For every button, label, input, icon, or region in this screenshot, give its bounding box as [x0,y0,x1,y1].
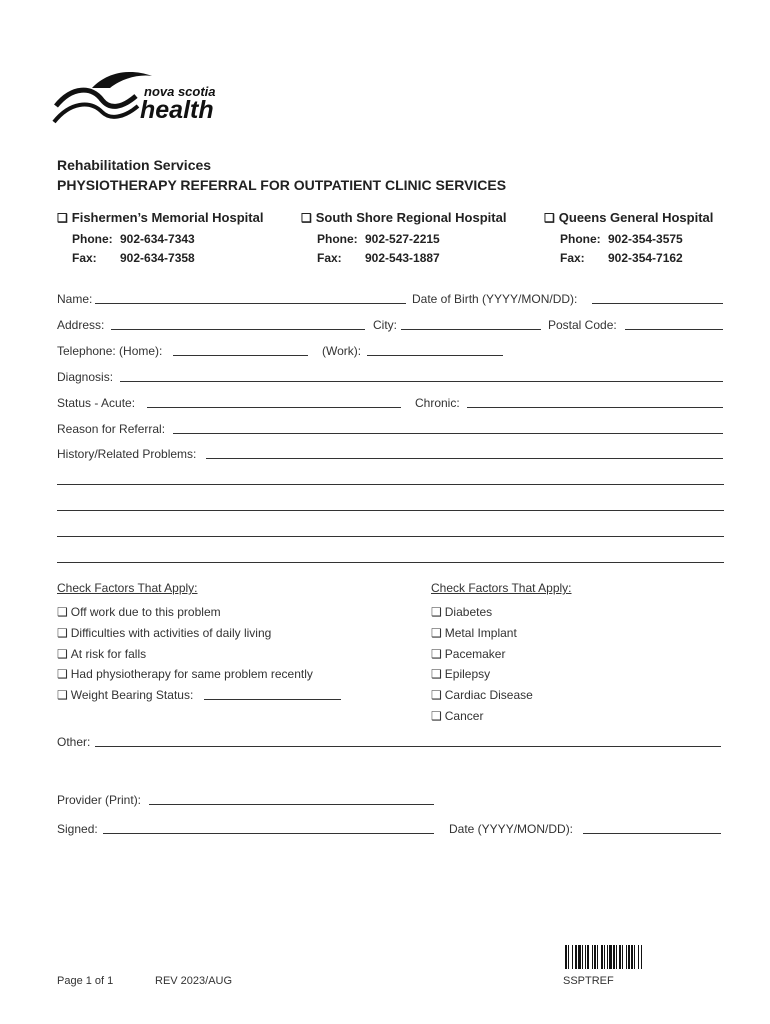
checkbox-icon[interactable]: ❑ [431,667,442,681]
page-number: Page 1 of 1 [57,975,114,987]
date-label: Date (YYYY/MON/DD): [449,822,574,836]
telephone-home-field[interactable] [173,355,308,356]
checkbox-icon[interactable]: ❑ [544,211,555,225]
address-field[interactable] [111,329,365,330]
hospital-option-queens[interactable] [544,210,713,225]
barcode-bar [572,945,573,969]
factor-metal-implant[interactable]: ❑ Metal Implant [431,626,517,640]
logo-line2: health [140,96,214,124]
signature-field[interactable] [103,833,434,834]
factor-cancer[interactable]: ❑ Cancer [431,709,484,723]
diagnosis-field[interactable] [120,381,723,382]
hospital-name: Fishermen’s Memorial Hospital [71,210,264,225]
checkbox-icon[interactable]: ❑ [431,626,442,640]
hospital-option-south-shore[interactable] [301,210,506,225]
telephone-work-label: (Work): [322,344,362,358]
factor-daily-living[interactable]: ❑ Difficulties with activities of daily living [57,626,272,640]
barcode-bar [616,945,617,969]
chronic-field[interactable] [467,407,723,408]
hospital-fax: Fax: 902-543-1887 [317,251,440,265]
hospital-name: South Shore Regional Hospital [315,210,507,225]
reason-field[interactable] [173,433,723,434]
history-line[interactable] [57,536,724,537]
postal-code-field[interactable] [625,329,723,330]
name-label: Name: [57,292,93,306]
barcode-bar [626,945,627,969]
checkbox-icon[interactable]: ❑ [57,647,68,661]
city-field[interactable] [401,329,541,330]
checkbox-icon[interactable]: ❑ [431,605,442,619]
barcode-bar [582,945,583,969]
barcode-bar [628,945,630,969]
barcode-bar [578,945,581,969]
date-field[interactable] [583,833,721,834]
status-acute-label: Status - Acute: [57,396,136,410]
other-field[interactable] [95,746,721,747]
barcode-bar [631,945,633,969]
history-line[interactable] [57,484,724,485]
provider-field[interactable] [149,804,434,805]
factor-weight-bearing[interactable]: ❑ Weight Bearing Status: [57,688,194,702]
barcode [565,945,668,969]
checkbox-icon[interactable]: ❑ [57,605,68,619]
hospital-fax: Fax: 902-354-7162 [560,251,683,265]
checkbox-icon[interactable]: ❑ [431,688,442,702]
history-label: History/Related Problems: [57,447,197,461]
weight-bearing-field[interactable] [204,699,341,700]
barcode-bar [587,945,589,969]
telephone-work-field[interactable] [367,355,503,356]
hospital-option-fishermens[interactable] [57,210,263,225]
barcode-bar [607,945,608,969]
factor-pacemaker[interactable]: ❑ Pacemaker [431,647,506,661]
dob-field[interactable] [592,303,723,304]
factor-off-work[interactable]: ❑ Off work due to this problem [57,605,221,619]
reason-label: Reason for Referral: [57,422,166,436]
checkbox-icon[interactable]: ❑ [301,211,312,225]
checkbox-icon[interactable]: ❑ [431,709,442,723]
factor-diabetes[interactable]: ❑ Diabetes [431,605,493,619]
history-line[interactable] [57,510,724,511]
hospital-phone: Phone: 902-634-7343 [72,232,195,246]
barcode-bar [585,945,586,969]
barcode-bar [638,945,639,969]
factor-falls[interactable]: ❑ At risk for falls [57,647,147,661]
barcode-bar [565,945,567,969]
barcode-bar [604,945,605,969]
barcode-bar [597,945,598,969]
hospital-phone: Phone: 902-354-3575 [560,232,683,246]
factors-left-heading: Check Factors That Apply: [57,581,198,595]
factors-right-heading: Check Factors That Apply: [431,581,572,595]
history-field[interactable] [206,458,723,459]
status-acute-field[interactable] [147,407,401,408]
checkbox-icon[interactable]: ❑ [57,688,68,702]
telephone-home-label: Telephone: (Home): [57,344,163,358]
nova-scotia-health-logo [52,66,232,132]
postal-code-label: Postal Code: [548,318,617,332]
name-field[interactable] [95,303,406,304]
diagnosis-label: Diagnosis: [57,370,114,384]
signed-label: Signed: [57,822,98,836]
history-line[interactable] [57,562,724,563]
page-title: Rehabilitation Services [57,157,212,173]
barcode-bar [568,945,569,969]
hospital-fax: Fax: 902-634-7358 [72,251,195,265]
factor-prior-physio[interactable]: ❑ Had physiotherapy for same problem recently [57,667,313,681]
hospital-phone: Phone: 902-527-2215 [317,232,440,246]
barcode-bar [634,945,635,969]
page-subtitle: PHYSIOTHERAPY REFERRAL FOR OUTPATIENT CLINIC SERVICES [57,177,507,193]
barcode-bar [613,945,615,969]
checkbox-icon[interactable]: ❑ [57,211,68,225]
address-label: Address: [57,318,105,332]
barcode-bar [622,945,623,969]
barcode-bar [601,945,603,969]
dob-label: Date of Birth (YYYY/MON/DD): [412,292,578,306]
checkbox-icon[interactable]: ❑ [57,626,68,640]
checkbox-icon[interactable]: ❑ [57,667,68,681]
barcode-bar [592,945,593,969]
city-label: City: [373,318,397,332]
barcode-bar [594,945,596,969]
form-code: SSPTREF [563,975,614,987]
barcode-bar [619,945,621,969]
logo-line1: nova scotia [144,84,216,99]
barcode-bar [641,945,642,969]
other-label: Other: [57,735,91,749]
hospital-name: Queens General Hospital [558,210,714,225]
barcode-bar [609,945,612,969]
provider-label: Provider (Print): [57,793,142,807]
barcode-bar [575,945,577,969]
checkbox-icon[interactable]: ❑ [431,647,442,661]
revision: REV 2023/AUG [155,975,233,987]
chronic-label: Chronic: [415,396,460,410]
factor-cardiac[interactable]: ❑ Cardiac Disease [431,688,533,702]
factor-epilepsy[interactable]: ❑ Epilepsy [431,667,491,681]
